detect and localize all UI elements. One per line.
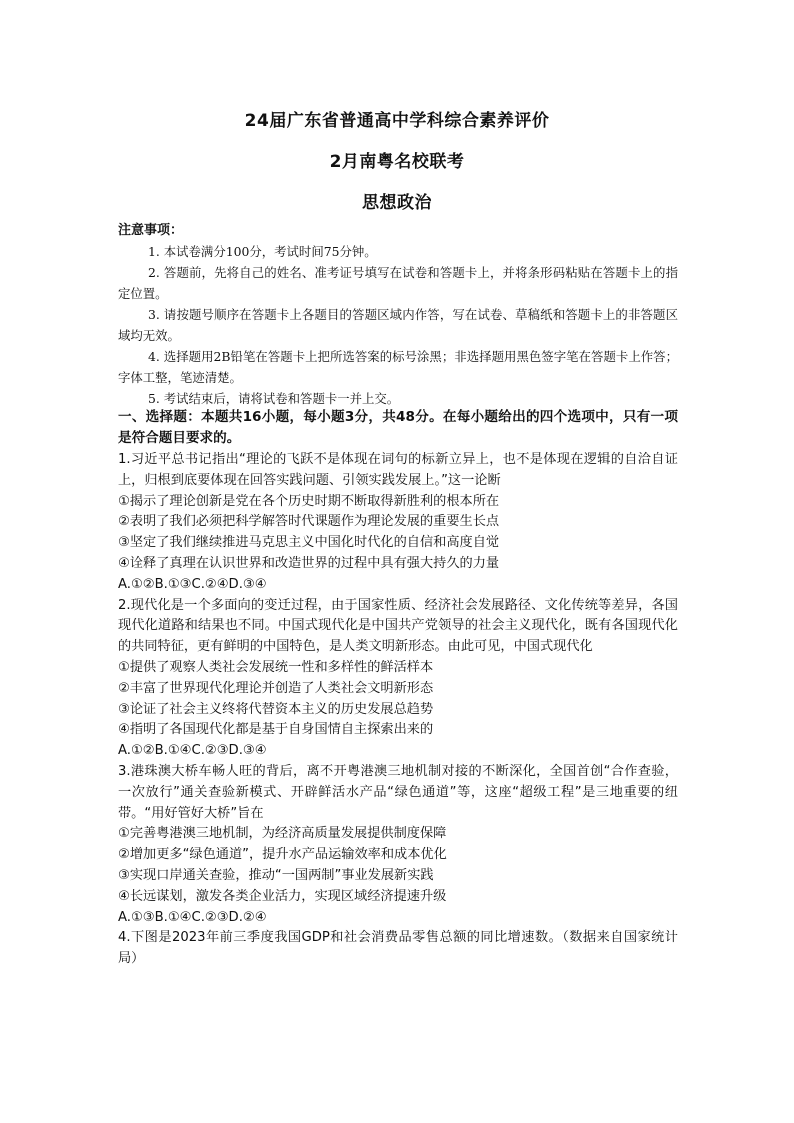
answer-choices: A.①②B.①③C.②④D.③④ (118, 576, 267, 592)
question-option: ②增加更多“绿色通道”，提升水产品运输效率和成本优化 (118, 847, 447, 863)
question-stem: 4.下图是2023年前三季度我国GDP和社会消费品零售总额的同比增速数。（数据来自国家统计局） (118, 930, 678, 967)
question-stem: 2.现代化是一个多面向的变迁过程，由于国家性质、经济社会发展路径、文化传统等差异，各国现代化道路和结果也不同。中国式现代化是中国共产党领导的社会主义现代化，既有各国现代化的共同特征，更有鲜明的中国特色，是人类文明新形态。由此可见，中国式现代化 (118, 597, 678, 655)
question-option: ③论证了社会主义终将代替资本主义的历史发展总趋势 (118, 701, 434, 717)
notice-item: 1. 本试卷满分100分，考试时间75分钟。 (148, 244, 377, 259)
question-option: ④长远谋划，激发各类企业活力，实现区域经济提速升级 (118, 888, 447, 904)
question-option: ①揭示了理论创新是党在各个历史时期不断取得新胜利的根本所在 (118, 493, 500, 509)
notice-item: 2. 答题前，先将自己的姓名、准考证号填写在试卷和答题卡上，并将条形码粘贴在答题卡上的指定位置。 (118, 265, 678, 301)
question-stem: 3.港珠澳大桥车畅人旺的背后，离不开粤港澳三地机制对接的不断深化，全国首创“合作查验，一次放行”通关查验新模式、开辟鲜活水产品“绿色通道”等，这座“超级工程”是三地重要的纽带。“用好管好大桥”旨在 (118, 763, 678, 821)
question-4 (118, 928, 678, 970)
exam-subtitle: 2月南粤名校联考 (329, 152, 465, 172)
notice-block (118, 220, 678, 409)
subject-title: 思想政治 (362, 193, 432, 213)
notice-item: 4. 选择题用2B铅笔在答题卡上把所选答案的标号涂黑；非选择题用黑色签字笔在答题卡上作答；字体工整，笔迹清楚。 (118, 349, 678, 385)
question-option: ②表明了我们必须把科学解答时代课题作为理论发展的重要生长点 (118, 514, 500, 530)
answer-choices: A.①③B.①④C.②③D.②④ (118, 909, 267, 925)
section-heading: 一、选择题：本题共16小题，每小题3分，共48分。在每小题给出的四个选项中，只有一项是符合题目要求的。 (118, 409, 678, 446)
notice-item: 3. 请按题号顺序在答题卡上各题目的答题区域内作答，写在试卷、草稿纸和答题卡上的非答题区域均无效。 (118, 307, 678, 343)
question-list (118, 450, 678, 970)
question-option: ③实现口岸通关查验，推动“一国两制”事业发展新实践 (118, 867, 434, 883)
question-3 (118, 762, 678, 928)
question-1 (118, 450, 678, 596)
notice-heading: 注意事项： (118, 223, 184, 238)
question-option: ④指明了各国现代化都是基于自身国情自主探索出来的 (118, 722, 434, 738)
question-option: ①完善粤港澳三地机制，为经济高质量发展提供制度保障 (118, 826, 447, 842)
answer-choices: A.①②B.①④C.②③D.③④ (118, 743, 267, 759)
notice-item: 5. 考试结束后，请将试卷和答题卡一并上交。 (148, 391, 400, 406)
question-stem: 1.习近平总书记指出“理论的飞跃不是体现在词句的标新立异上，也不是体现在逻辑的自洽自证上，归根到底要体现在回答实践问题、引领实践发展上。”这一论断 (118, 452, 678, 488)
question-option: ①提供了观察人类社会发展统一性和多样性的鲜活样本 (118, 659, 434, 675)
question-option: ②丰富了世界现代化理论并创造了人类社会文明新形态 (118, 680, 434, 696)
exam-title: 24届广东省普通高中学科综合素养评价 (244, 111, 550, 131)
question-2 (118, 596, 678, 762)
question-option: ③坚定了我们继续推进马克思主义中国化时代化的自信和高度自觉 (118, 535, 500, 551)
question-option: ④诠释了真理在认识世界和改造世界的过程中具有强大持久的力量 (118, 555, 500, 571)
